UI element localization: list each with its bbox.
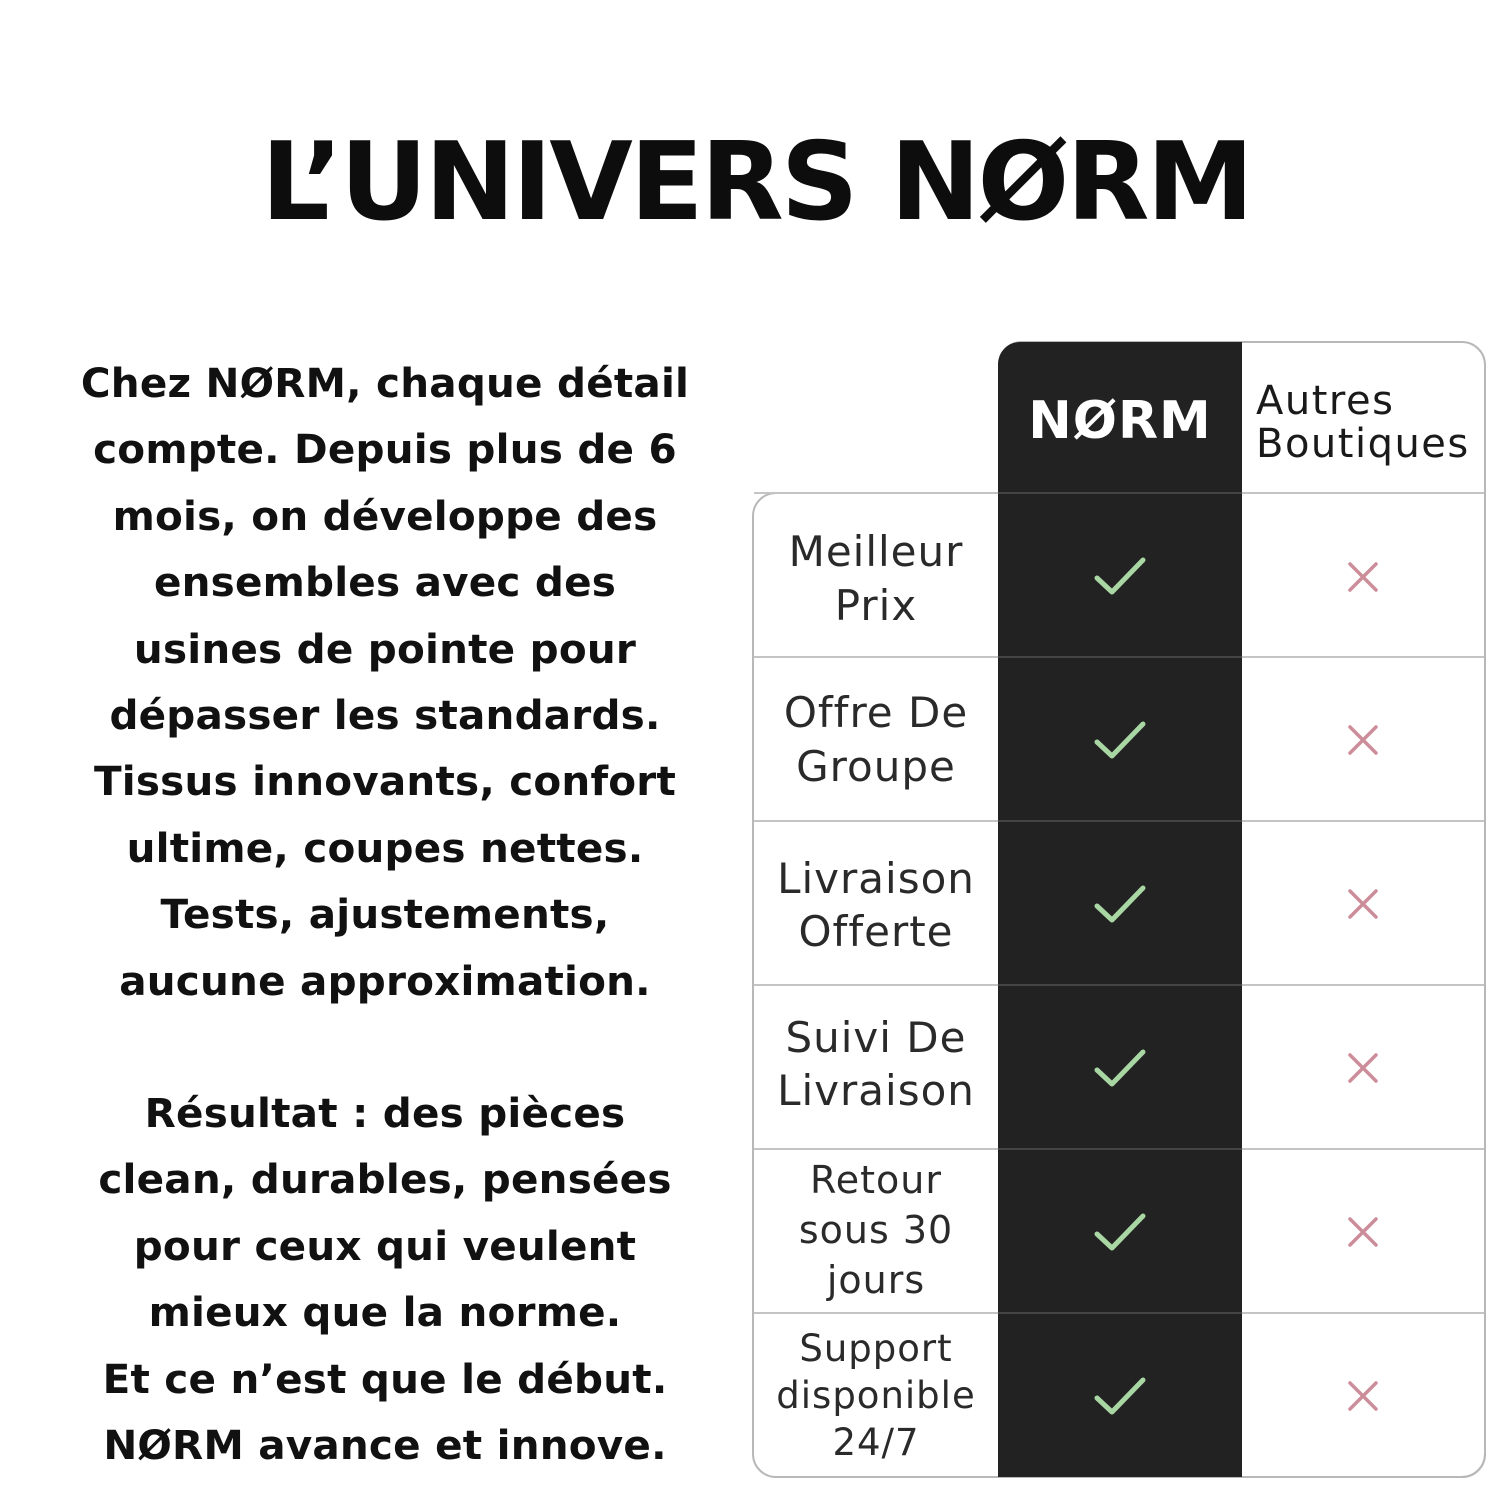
column-header-others-line: Autres	[1256, 378, 1395, 424]
column-header-norm: NØRM	[1028, 391, 1212, 451]
feature-label-line: Meilleur	[788, 527, 964, 576]
feature-label-line: sous 30	[798, 1208, 954, 1252]
intro-line: Tissus innovants, confort	[93, 757, 677, 806]
feature-label-delivery-tracking	[754, 1011, 998, 1117]
intro-line: Et ce n’est que le début.	[102, 1354, 668, 1403]
intro-paragraph-1	[40, 350, 730, 1014]
column-header-others-line: Boutiques	[1256, 421, 1470, 467]
feature-label-line: Offre De	[783, 688, 969, 737]
cross-icon	[1347, 888, 1379, 920]
intro-line: aucune approximation.	[119, 956, 651, 1005]
intro-line: Chez NØRM, chaque détail	[80, 359, 690, 407]
feature-label-best-price	[754, 525, 998, 633]
intro-line: usines de pointe pour	[133, 624, 637, 673]
intro-paragraph-2	[40, 1080, 730, 1478]
intro-line: compte. Depuis plus de 6	[93, 425, 677, 474]
intro-line: clean, durables, pensées	[98, 1155, 672, 1204]
intro-line: dépasser les standards.	[109, 691, 661, 740]
cross-icon	[1347, 561, 1379, 593]
feature-label-line: 24/7	[832, 1421, 920, 1464]
intro-line: ensembles avec des	[153, 558, 617, 607]
intro-line: Tests, ajustements,	[160, 890, 610, 939]
feature-label-line: Prix	[834, 581, 918, 630]
column-header-others	[1256, 380, 1486, 466]
feature-label-line: jours	[826, 1258, 926, 1302]
check-icon	[1092, 1046, 1148, 1090]
page-title: L’UNIVERS NØRM	[260, 120, 1251, 245]
cross-icon	[1347, 1052, 1379, 1084]
intro-line: Résultat : des pièces	[144, 1089, 626, 1138]
feature-label-line: Groupe	[796, 742, 956, 791]
check-icon	[1092, 554, 1148, 598]
cross-icon	[1347, 1380, 1379, 1412]
feature-label-line: Support	[799, 1327, 953, 1370]
feature-label-group-offer	[754, 686, 998, 794]
feature-label-free-delivery	[754, 852, 998, 958]
check-icon	[1092, 1210, 1148, 1254]
feature-label-line: Suivi De	[785, 1013, 967, 1062]
intro-line: NØRM avance et innove.	[103, 1421, 667, 1470]
intro-text	[40, 350, 730, 1479]
intro-line: pour ceux qui veulent	[133, 1221, 637, 1270]
feature-label-line: Livraison	[777, 854, 975, 903]
check-icon	[1092, 718, 1148, 762]
intro-line: mieux que la norme.	[148, 1288, 622, 1337]
cross-icon	[1347, 1216, 1379, 1248]
feature-label-returns	[754, 1155, 998, 1305]
check-icon	[1092, 882, 1148, 926]
check-icon	[1092, 1374, 1148, 1418]
cross-icon	[1347, 724, 1379, 756]
feature-label-line: Offerte	[798, 907, 954, 956]
feature-label-line: Retour	[810, 1158, 942, 1202]
intro-line: mois, on développe des	[112, 491, 658, 540]
feature-label-support	[754, 1325, 998, 1466]
intro-line: ultime, coupes nettes.	[126, 823, 644, 872]
feature-label-line: disponible	[776, 1374, 976, 1417]
feature-label-line: Livraison	[777, 1066, 975, 1115]
